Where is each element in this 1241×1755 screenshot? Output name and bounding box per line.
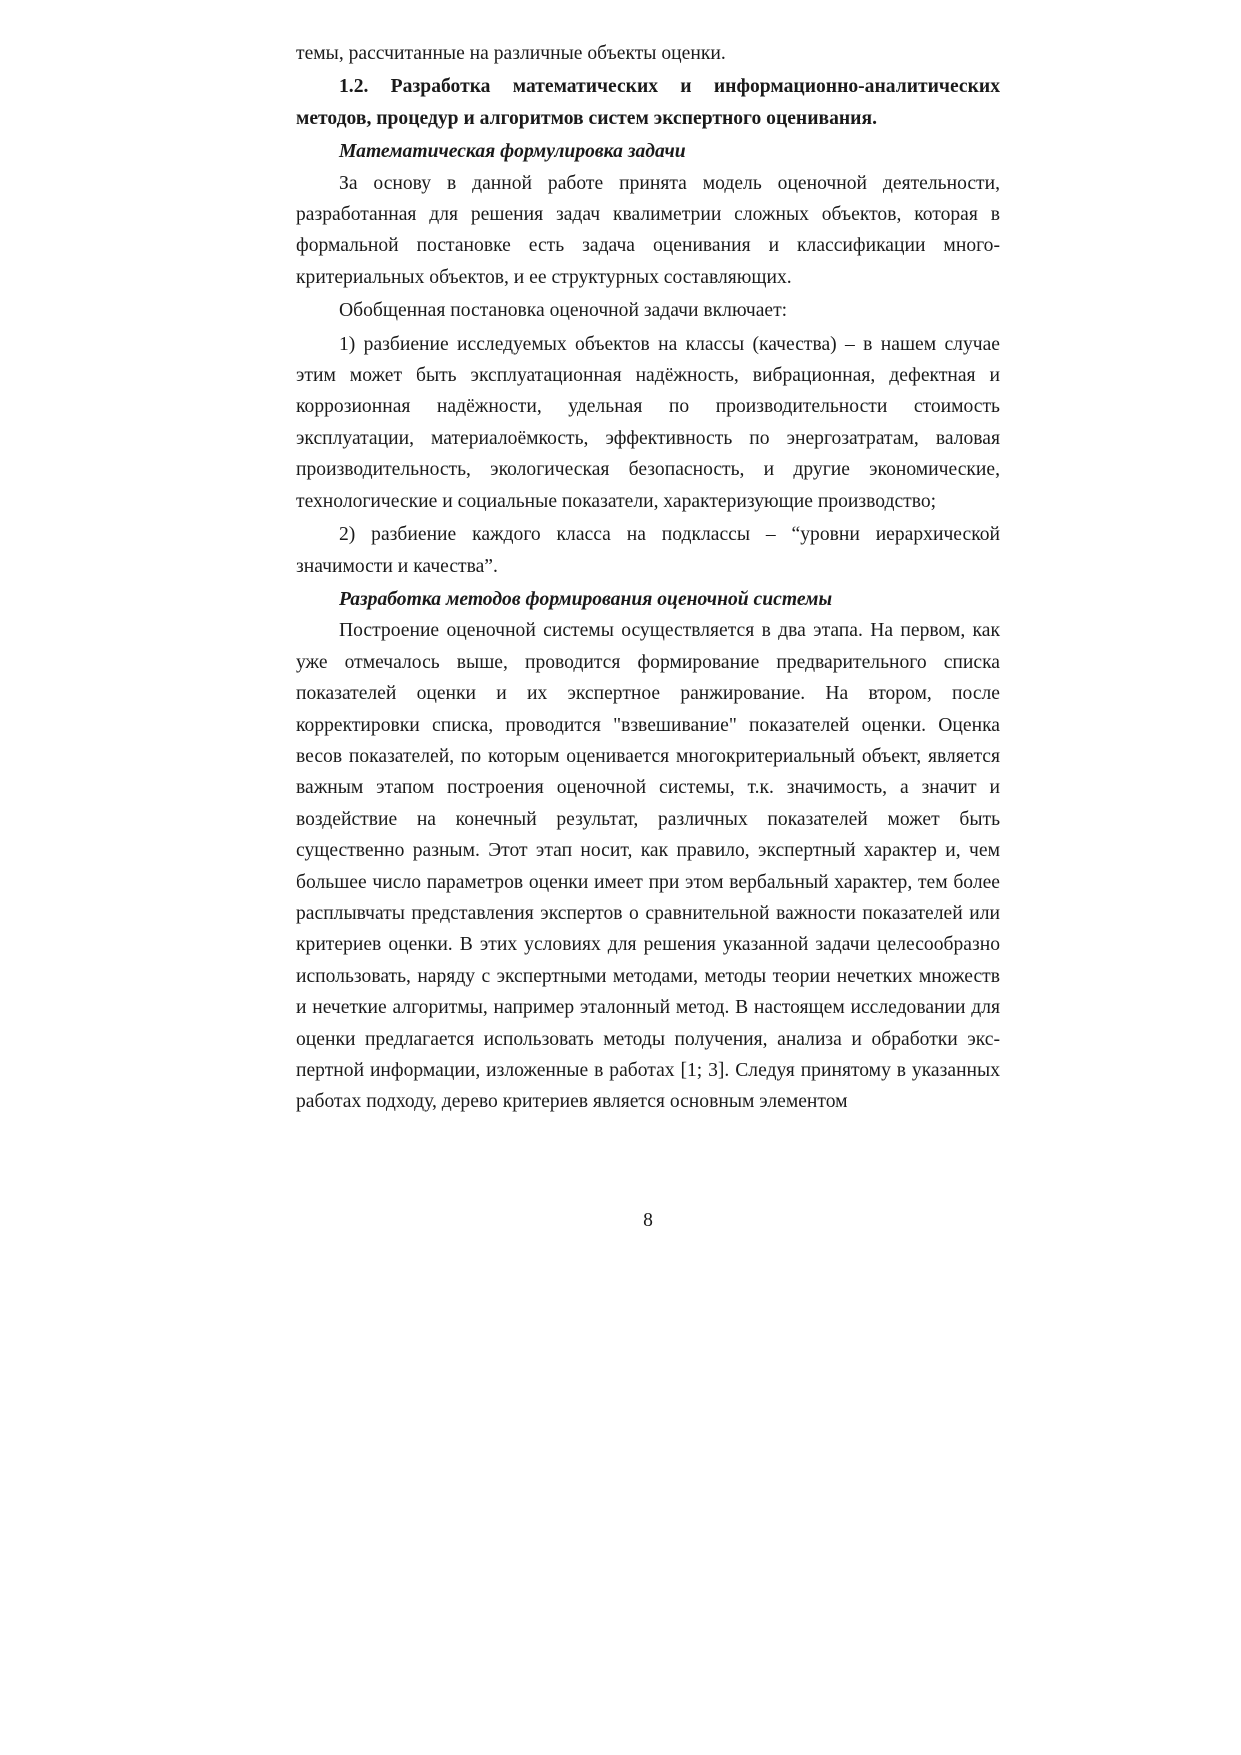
subheading-methods: Разработка методов формирования оценочной системы xyxy=(339,588,833,610)
subheading-math-formulation: Математическая формулировка задачи xyxy=(339,141,686,163)
paragraph-construction: Построение оценочной системы осуществляется в два этапа. На первом, как уже отмечалось выше, проводится формирование предварительного списка показателей оценки и их экспертное ранжирование. На втором, после корректировки списка, проводится "взвешивание" показателей оценки. Оценка весов показателей, по которым оценивается многокритериальный объект, является важным этапом построения оценочной системы, т.к. значимость, а значит и воздействие на конечный результат, различных показателей может быть существенно разным. Этот этап носит, как правило, экспертный характер и, чем большее число параметров оценки имеет при этом вербальный характер, тем более расплывчаты представления экспертов о сравнительной важности показателей или критериев оценки. В этих условиях для решения указанной задачи целесообразно использовать, наряду с экспертными методами, методы теории нечетких множеств и нечеткие алгоритмы, например эталонный метод. В настоящем исследовании для оценки предлагается использовать методы получения, анализа и обработки экспертной информации, изложенные в работах [1; 3]. Следуя принятому в указанных работах подходу, дерево критериев является основным элементом xyxy=(296,620,1000,1113)
paragraph-model: За основу в данной работе принята модель оценочной деятельности, разработанная для решения задач квалиметрии сложных объектов, которая в формальной постановке есть задача оценивания и классификации многокритериальных объектов, и ее структурных составляющих. xyxy=(296,172,1000,288)
page-number: 8 xyxy=(643,1210,653,1231)
page-body xyxy=(296,38,1000,1118)
list-item-classes: 1) разбиение исследуемых объектов на классы (качества) – в нашем случае этим может быть эксплуатационная надёжность, вибрационная, дефектная и коррозионная надёжности, удельная по производительности стоимость эксплуатации, материалоёмкость, эффективность по энергозатратам, валовая производительность, экологическая безопасность, и другие экономические, технологические и социальные показатели, характеризующие производство; xyxy=(296,333,1000,512)
paragraph-generalized-task: Обобщенная постановка оценочной задачи включает: xyxy=(339,300,788,322)
section-heading: 1.2. Разработка математических и информационно-аналитических методов, процедур и алгоритмов систем экспертного оценивания. xyxy=(296,76,1000,129)
lead-line: темы, рассчитанные на различные объекты оценки. xyxy=(296,43,726,64)
list-item-subclasses: 2) разбиение каждого класса на подклассы – “уровни иерархической значимости и качества”. xyxy=(296,524,1000,577)
